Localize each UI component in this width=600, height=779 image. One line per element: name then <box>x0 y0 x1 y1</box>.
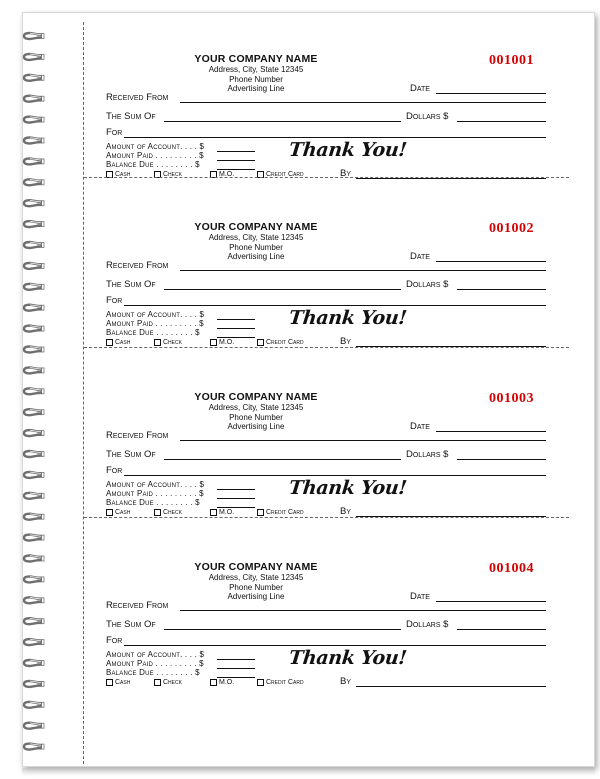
check-checkbox[interactable] <box>154 339 161 346</box>
dollars-field[interactable] <box>457 121 546 122</box>
for-field[interactable] <box>124 305 546 306</box>
received-from-field[interactable] <box>180 440 546 441</box>
by-signature-field[interactable] <box>356 178 546 179</box>
for-label: For <box>106 127 123 138</box>
company-address: Address, City, State 12345 <box>208 403 304 412</box>
cash-checkbox[interactable] <box>106 339 113 346</box>
date-label: Date <box>410 421 430 432</box>
spiral-coil <box>24 221 44 227</box>
date-field[interactable] <box>436 261 546 262</box>
sum-label: The Sum Of <box>106 619 156 630</box>
cash-label: Cash <box>115 171 131 178</box>
money-order-checkbox[interactable] <box>210 679 217 686</box>
company-advertising-line: Advertising Line <box>227 84 285 93</box>
spiral-coil <box>24 576 44 582</box>
balance-due-label: Balance Due . . . . . . . . $ <box>106 498 200 507</box>
credit-card-checkbox[interactable] <box>257 679 264 686</box>
credit-card-checkbox[interactable] <box>257 509 264 516</box>
dollars-label: Dollars $ <box>406 111 449 122</box>
receipt <box>84 351 569 519</box>
company-header <box>166 561 346 602</box>
date-field[interactable] <box>436 93 546 94</box>
spiral-coil <box>24 514 44 520</box>
credit-card-label: Credit Card <box>266 509 304 516</box>
amount-paid-label: Amount Paid . . . . . . . . . $ <box>106 489 204 498</box>
spiral-coil <box>24 388 44 394</box>
check-checkbox[interactable] <box>154 509 161 516</box>
by-label: By <box>340 168 352 179</box>
money-order-label: M.O. <box>219 509 235 516</box>
sum-label: The Sum Of <box>106 449 156 460</box>
thank-you-text: Thank You! <box>287 477 408 499</box>
spiral-coil <box>24 472 44 478</box>
check-label: Check <box>163 339 182 346</box>
thank-you-text: Thank You! <box>287 307 408 329</box>
sum-field[interactable] <box>164 289 401 290</box>
sum-field[interactable] <box>164 629 401 630</box>
company-header <box>166 221 346 262</box>
sum-field[interactable] <box>164 459 401 460</box>
receipt <box>84 181 569 349</box>
money-order-label: M.O. <box>219 339 235 346</box>
spiral-coil <box>24 54 44 60</box>
received-from-label: Received From <box>106 260 169 271</box>
tear-line <box>84 177 569 178</box>
amount-paid-field[interactable] <box>217 668 255 669</box>
amount-paid-label: Amount Paid . . . . . . . . . $ <box>106 151 204 160</box>
cash-label: Cash <box>115 339 131 346</box>
for-label: For <box>106 465 123 476</box>
amount-paid-field[interactable] <box>217 160 255 161</box>
receipt-number: 001001 <box>489 53 534 68</box>
sum-field[interactable] <box>164 121 401 122</box>
spiral-binding-icon <box>0 0 80 779</box>
money-order-label: M.O. <box>219 679 235 686</box>
amount-paid-field[interactable] <box>217 328 255 329</box>
spiral-coil <box>24 326 44 332</box>
by-label: By <box>340 676 352 687</box>
amount-paid-label: Amount Paid . . . . . . . . . $ <box>106 319 204 328</box>
amount-paid-label: Amount Paid . . . . . . . . . $ <box>106 659 204 668</box>
cash-checkbox[interactable] <box>106 509 113 516</box>
received-from-label: Received From <box>106 600 169 611</box>
spiral-coil <box>24 200 44 206</box>
spiral-coil <box>24 305 44 311</box>
credit-card-label: Credit Card <box>266 171 304 178</box>
company-advertising-line: Advertising Line <box>227 592 285 601</box>
spiral-coil <box>24 96 44 102</box>
company-address: Address, City, State 12345 <box>208 65 304 74</box>
by-signature-field[interactable] <box>356 686 546 687</box>
company-name: YOUR COMPANY NAME <box>194 391 318 403</box>
by-label: By <box>340 336 352 347</box>
by-label: By <box>340 506 352 517</box>
amount-of-account-label: Amount of Account. . . . $ <box>106 310 205 319</box>
spiral-coil <box>24 179 44 185</box>
check-label: Check <box>163 679 182 686</box>
company-header <box>166 53 346 94</box>
spiral-coil <box>24 535 44 541</box>
received-from-field[interactable] <box>180 270 546 271</box>
spiral-coil <box>24 284 44 290</box>
dollars-field[interactable] <box>457 289 546 290</box>
receipt-number: 001004 <box>489 561 534 576</box>
company-name: YOUR COMPANY NAME <box>194 221 318 233</box>
tear-line <box>84 347 569 348</box>
balance-due-field[interactable] <box>217 507 255 508</box>
credit-card-label: Credit Card <box>266 679 304 686</box>
company-address: Address, City, State 12345 <box>208 233 304 242</box>
spiral-coil <box>24 681 44 687</box>
balance-due-label: Balance Due . . . . . . . . $ <box>106 160 200 169</box>
spiral-coil <box>24 430 44 436</box>
spiral-coil <box>24 660 44 666</box>
amount-of-account-field[interactable] <box>217 319 255 320</box>
dollars-label: Dollars $ <box>406 619 449 630</box>
spiral-coil <box>24 702 44 708</box>
amount-of-account-label: Amount of Account. . . . $ <box>106 480 205 489</box>
spiral-coil <box>24 75 44 81</box>
amount-of-account-label: Amount of Account. . . . $ <box>106 142 205 151</box>
spiral-coil <box>24 639 44 645</box>
money-order-checkbox[interactable] <box>210 509 217 516</box>
dollars-label: Dollars $ <box>406 449 449 460</box>
balance-due-field[interactable] <box>217 169 255 170</box>
for-field[interactable] <box>124 137 546 138</box>
receipt-number: 001002 <box>489 221 534 236</box>
received-from-field[interactable] <box>180 102 546 103</box>
spiral-coil <box>24 158 44 164</box>
company-name: YOUR COMPANY NAME <box>194 53 318 65</box>
cash-checkbox[interactable] <box>106 679 113 686</box>
received-from-label: Received From <box>106 430 169 441</box>
balance-due-field[interactable] <box>217 677 255 678</box>
cash-label: Cash <box>115 679 131 686</box>
dollars-field[interactable] <box>457 459 546 460</box>
credit-card-checkbox[interactable] <box>257 339 264 346</box>
receipt-number: 001003 <box>489 391 534 406</box>
for-field[interactable] <box>124 645 546 646</box>
page-shadow <box>22 768 595 776</box>
date-field[interactable] <box>436 601 546 602</box>
amount-of-account-label: Amount of Account. . . . $ <box>106 650 205 659</box>
spiral-coil <box>24 744 44 750</box>
received-from-field[interactable] <box>180 610 546 611</box>
company-phone: Phone Number <box>229 242 283 252</box>
date-label: Date <box>410 83 430 94</box>
balance-due-label: Balance Due . . . . . . . . $ <box>106 328 200 337</box>
date-label: Date <box>410 591 430 602</box>
company-advertising-line: Advertising Line <box>227 252 285 261</box>
cash-label: Cash <box>115 509 131 516</box>
balance-due-field[interactable] <box>217 337 255 338</box>
check-label: Check <box>163 509 182 516</box>
tear-line <box>84 517 569 518</box>
amount-of-account-field[interactable] <box>217 659 255 660</box>
check-checkbox[interactable] <box>154 679 161 686</box>
amount-of-account-field[interactable] <box>217 489 255 490</box>
spiral-coil <box>24 263 44 269</box>
spiral-coil <box>24 33 44 39</box>
company-address: Address, City, State 12345 <box>208 573 304 582</box>
spiral-coil <box>24 138 44 144</box>
spiral-coil <box>24 117 44 123</box>
date-field[interactable] <box>436 431 546 432</box>
company-advertising-line: Advertising Line <box>227 422 285 431</box>
company-phone: Phone Number <box>229 412 283 422</box>
spiral-coil <box>24 367 44 373</box>
amount-paid-field[interactable] <box>217 498 255 499</box>
company-name: YOUR COMPANY NAME <box>194 561 318 573</box>
sum-label: The Sum Of <box>106 279 156 290</box>
thank-you-text: Thank You! <box>287 647 408 669</box>
spiral-coil <box>24 451 44 457</box>
spiral-coil <box>24 556 44 562</box>
spiral-coil <box>24 723 44 729</box>
spiral-coil <box>24 618 44 624</box>
for-label: For <box>106 635 123 646</box>
for-field[interactable] <box>124 475 546 476</box>
spiral-coil <box>24 493 44 499</box>
credit-card-label: Credit Card <box>266 339 304 346</box>
date-label: Date <box>410 251 430 262</box>
check-label: Check <box>163 171 182 178</box>
amount-of-account-field[interactable] <box>217 151 255 152</box>
money-order-checkbox[interactable] <box>210 339 217 346</box>
company-header <box>166 391 346 432</box>
company-phone: Phone Number <box>229 74 283 84</box>
company-phone: Phone Number <box>229 582 283 592</box>
receipt <box>84 521 569 689</box>
spiral-coil <box>24 242 44 248</box>
spiral-coil <box>24 597 44 603</box>
received-from-label: Received From <box>106 92 169 103</box>
receipt <box>84 13 569 181</box>
dollars-label: Dollars $ <box>406 279 449 290</box>
for-label: For <box>106 295 123 306</box>
spiral-coil <box>24 409 44 415</box>
thank-you-text: Thank You! <box>287 139 408 161</box>
sum-label: The Sum Of <box>106 111 156 122</box>
dollars-field[interactable] <box>457 629 546 630</box>
spiral-coil <box>24 347 44 353</box>
money-order-label: M.O. <box>219 171 235 178</box>
balance-due-label: Balance Due . . . . . . . . $ <box>106 668 200 677</box>
